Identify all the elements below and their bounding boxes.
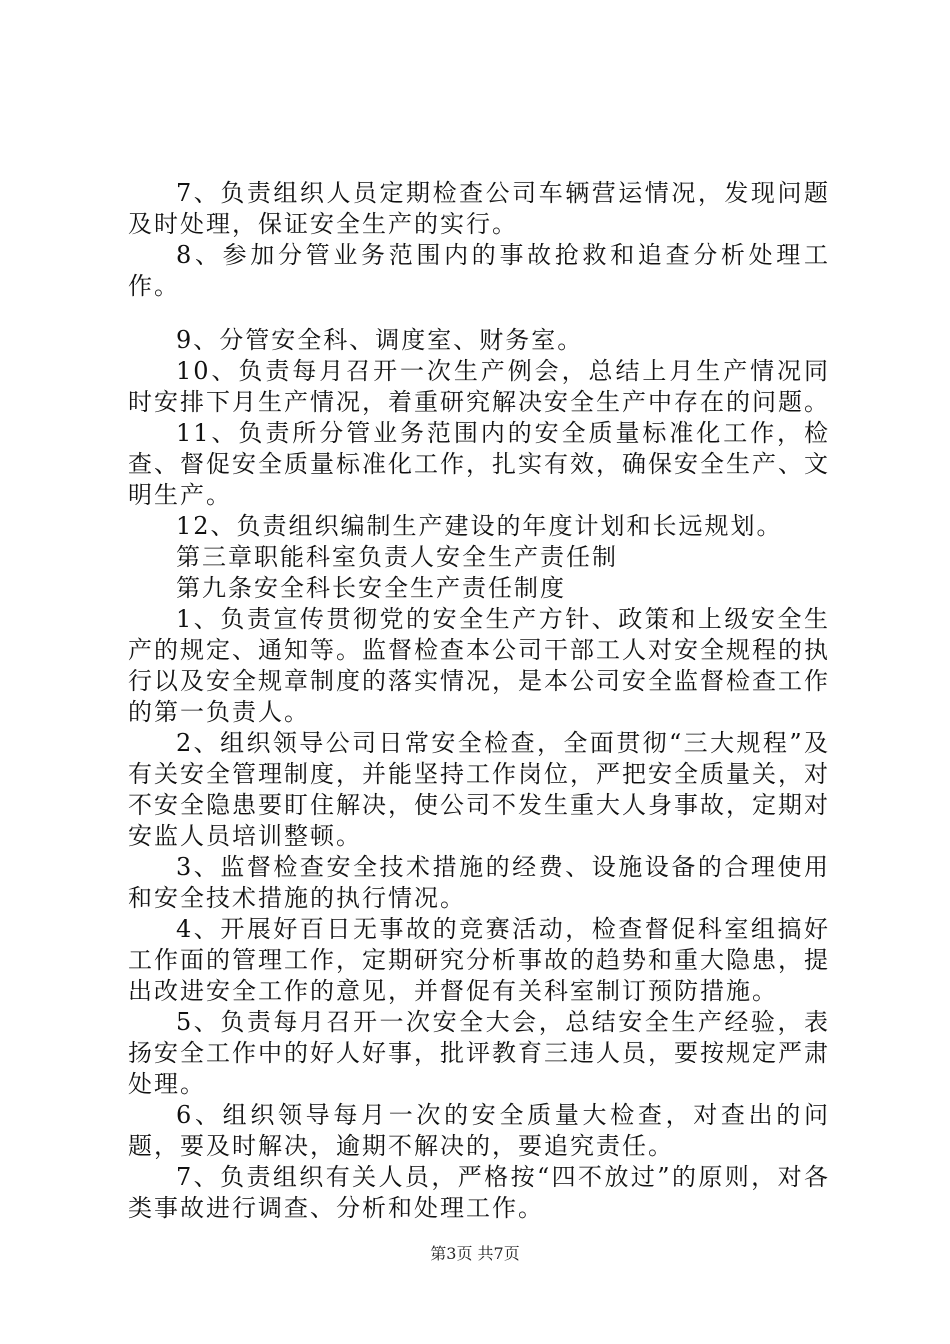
chapter-heading: 第三章职能科室负责人安全生产责任制: [176, 543, 618, 571]
page-number-footer: 第3页 共7页: [430, 1244, 520, 1263]
paragraph-safety-item-7: 7、负责组织有关人员，严格按“四不放过”的原则，对各类事故进行调查、分析和处理工作。: [128, 1163, 830, 1222]
paragraph-safety-item-4: 4、开展好百日无事故的竞赛活动，检查督促科室组搞好工作面的管理工作，定期研究分析事故的趋势和重大隐患，提出改进安全工作的意见，并督促有关科室制订预防措施。: [128, 915, 830, 1005]
paragraph-safety-item-6: 6、组织领导每月一次的安全质量大检查，对查出的问题，要及时解决，逾期不解决的，要追究责任。: [128, 1101, 830, 1160]
paragraph-item-10-production-meeting: 10、负责每月召开一次生产例会，总结上月生产情况同时安排下月生产情况，着重研究解决安全生产中存在的问题。: [128, 357, 830, 416]
article-heading: 第九条安全科长安全生产责任制度: [176, 574, 566, 602]
paragraph-item-8-accident-rescue: 8、参加分管业务范围内的事故抢救和追查分析处理工作。: [128, 241, 830, 300]
paragraph-item-7-vehicle-inspection: 7、负责组织人员定期检查公司车辆营运情况，发现问题及时处理，保证安全生产的实行。: [128, 179, 830, 238]
paragraph-safety-item-5: 5、负责每月召开一次安全大会，总结安全生产经验，表扬安全工作中的好人好事，批评教育三违人员，要按规定严肃处理。: [128, 1008, 830, 1098]
paragraph-safety-item-1: 1、负责宣传贯彻党的安全生产方针、政策和上级安全生产的规定、通知等。监督检查本公司干部工人对安全规程的执行以及安全规章制度的落实情况，是本公司安全监督检查工作的第一负责人。: [128, 605, 830, 726]
paragraph-item-9-departments: 9、分管安全科、调度室、财务室。: [176, 326, 584, 354]
paragraph-safety-item-2: 2、组织领导公司日常安全检查，全面贯彻“三大规程”及有关安全管理制度，并能坚持工作岗位，严把安全质量关，对不安全隐患要盯住解决，使公司不发生重大人身事故，定期对安监人员培训整顿。: [128, 729, 830, 850]
paragraph-item-11-quality-standardization: 11、负责所分管业务范围内的安全质量标准化工作，检查、督促安全质量标准化工作，扎实有效，确保安全生产、文明生产。: [128, 419, 830, 509]
paragraph-item-12-annual-planning: 12、负责组织编制生产建设的年度计划和长远规划。: [176, 512, 783, 540]
document-body: [128, 178, 830, 1224]
paragraph-safety-item-3: 3、监督检查安全技术措施的经费、设施设备的合理使用和安全技术措施的执行情况。: [128, 853, 830, 912]
